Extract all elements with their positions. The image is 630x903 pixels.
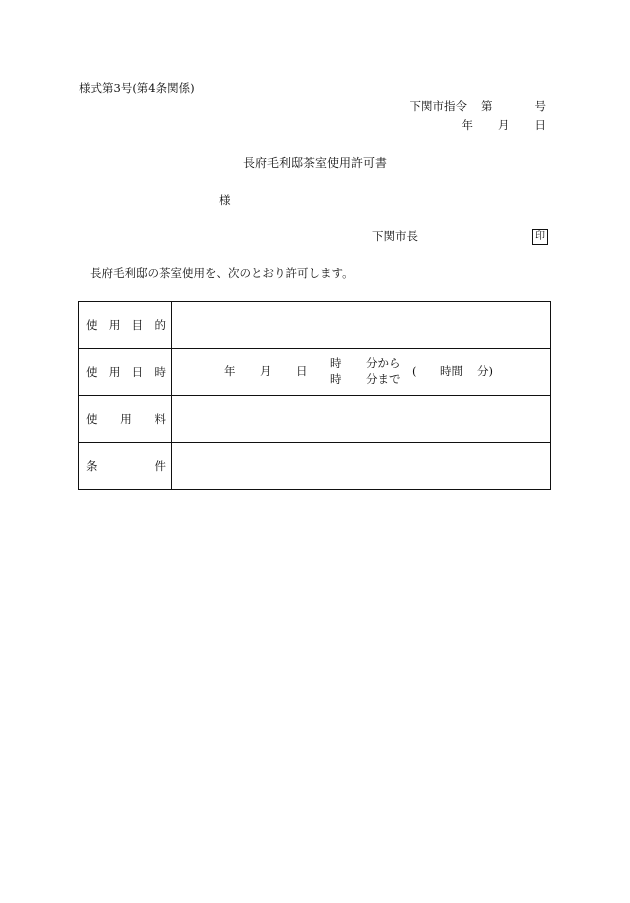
order-prefix: 下関市指令: [409, 99, 467, 113]
order-go: 号: [534, 99, 546, 113]
label-purpose: 使 用 目 的: [79, 302, 172, 349]
issue-date-line: [462, 120, 547, 132]
addressee-suffix: 様: [219, 193, 231, 207]
table-row: [79, 302, 551, 349]
date-day: 日: [534, 118, 546, 132]
dt-min-to: 分まで: [366, 372, 401, 386]
value-purpose[interactable]: [172, 302, 551, 349]
permit-details-table: [78, 301, 551, 490]
dt-minutes: 分): [477, 364, 493, 378]
dt-min-from: 分から: [366, 356, 401, 370]
label-conditions: 条 件: [79, 443, 172, 490]
dt-month: 月: [260, 364, 272, 378]
seal-mark: 印: [532, 229, 548, 245]
issuer-name: 下関市長: [372, 229, 418, 243]
table-row: [79, 349, 551, 396]
dt-day: 日: [296, 364, 308, 378]
dt-hours: 時間: [440, 364, 463, 378]
value-datetime[interactable]: [172, 349, 551, 396]
dt-hour-from: 時: [330, 356, 342, 370]
dt-hour-to: 時: [330, 372, 342, 386]
document-title: 長府毛利邸茶室使用許可書: [242, 156, 387, 170]
date-year: 年: [461, 118, 473, 132]
label-fee: 使 用 料: [79, 396, 172, 443]
order-dai: 第: [481, 99, 493, 113]
dt-year: 年: [224, 364, 236, 378]
form-number: 様式第3号(第4条関係): [79, 81, 195, 95]
table-row: [79, 396, 551, 443]
order-number-line: [410, 101, 547, 113]
dt-paren-open: (: [412, 364, 417, 378]
value-fee[interactable]: [172, 396, 551, 443]
intro-text: 長府毛利邸の茶室使用を、次のとおり許可します。: [90, 266, 354, 280]
label-datetime: 使 用 日 時: [79, 349, 172, 396]
date-month: 月: [498, 118, 510, 132]
table-row: [79, 443, 551, 490]
value-conditions[interactable]: [172, 443, 551, 490]
